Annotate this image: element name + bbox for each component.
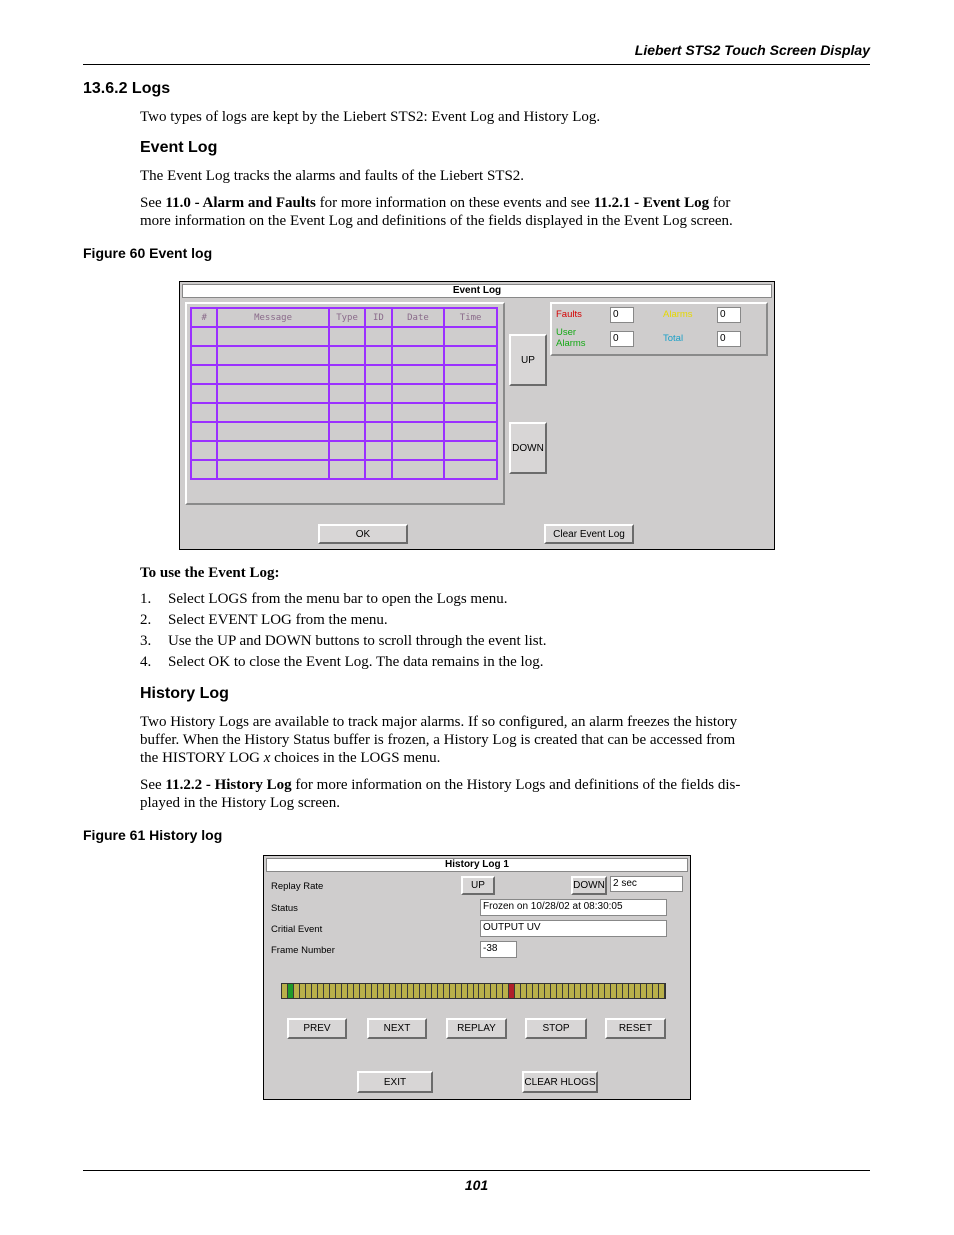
replay-rate-field[interactable]: 2 sec	[610, 876, 683, 892]
col-id: ID	[365, 308, 391, 327]
frame-number-label: Frame Number	[271, 945, 335, 956]
up-button[interactable]: UP	[509, 334, 547, 386]
table-row[interactable]	[191, 384, 497, 403]
step-1-text: Select LOGS from the menu bar to open the Logs menu.	[168, 591, 508, 607]
table-row[interactable]	[191, 346, 497, 365]
replay-rate-label: Replay Rate	[271, 881, 324, 892]
history-log-heading: History Log	[140, 685, 229, 702]
col-message: Message	[217, 308, 328, 327]
section-intro: Two types of logs are kept by the Liebert STS2: Event Log and History Log.	[140, 109, 601, 125]
next-button[interactable]: NEXT	[367, 1018, 427, 1039]
event-log-heading: Event Log	[140, 139, 218, 156]
rate-up-button[interactable]: UP	[461, 876, 495, 895]
user-alarms-label: User Alarms	[556, 327, 586, 349]
step-3-number: 3.	[140, 633, 152, 649]
col-type: Type	[329, 308, 365, 327]
reset-button[interactable]: RESET	[605, 1018, 666, 1039]
critical-event-label: Critial Event	[271, 924, 323, 935]
table-row[interactable]	[191, 460, 497, 479]
alarms-label: Alarms	[663, 309, 693, 320]
col-date: Date	[392, 308, 445, 327]
figure-60-caption: Figure 60 Event log	[83, 245, 213, 261]
event-log-para2: See 11.0 - Alarm and Faults for more information on these events and see 11.2.1 - Event Log for more information on the Event Log and definitions of the fields displayed in the Event Log screen.	[140, 195, 733, 229]
event-log-screen	[179, 281, 775, 550]
total-label: Total	[663, 333, 684, 344]
table-row[interactable]	[191, 403, 497, 422]
ok-button[interactable]: OK	[318, 524, 408, 544]
event-log-titlebar: Event Log	[182, 284, 772, 298]
section-heading: 13.6.2 Logs	[83, 80, 171, 97]
figure-61-caption: Figure 61 History log	[83, 827, 223, 843]
page-footer	[83, 1170, 870, 1193]
prev-button[interactable]: PREV	[287, 1018, 347, 1039]
frame-number-field: -38	[480, 941, 517, 958]
clear-event-log-button[interactable]: Clear Event Log	[544, 524, 634, 544]
step-2-number: 2.	[140, 612, 152, 628]
status-label: Status	[271, 903, 298, 914]
stop-button[interactable]: STOP	[525, 1018, 587, 1039]
header-title: Liebert STS2 Touch Screen Display	[634, 42, 870, 58]
total-field[interactable]: 0	[717, 331, 741, 347]
faults-label: Faults	[556, 309, 582, 320]
step-1-number: 1.	[140, 591, 152, 607]
history-log-screen	[263, 855, 691, 1100]
history-log-para2: See 11.2.2 - History Log for more information on the History Logs and definitions of the fields dis- played in the History Log screen.	[140, 777, 741, 811]
table-row[interactable]	[191, 422, 497, 441]
alarms-field[interactable]: 0	[717, 307, 741, 323]
table-row[interactable]	[191, 441, 497, 460]
frame-progress-bar[interactable]	[281, 983, 666, 999]
critical-event-field: OUTPUT UV	[480, 920, 667, 937]
step-3-text: Use the UP and DOWN buttons to scroll through the event list.	[168, 633, 547, 649]
step-2-text: Select EVENT LOG from the menu.	[168, 612, 388, 628]
event-log-para1: The Event Log tracks the alarms and faults of the Liebert STS2.	[140, 168, 525, 184]
history-log-titlebar: History Log 1	[266, 858, 688, 872]
replay-button[interactable]: REPLAY	[446, 1018, 507, 1039]
frame-segment	[659, 984, 665, 998]
clear-hlogs-button[interactable]: CLEAR HLOGS	[522, 1071, 598, 1093]
history-log-para1: Two History Logs are available to track major alarms. If so configured, an alarm freezes the history buffer. When the History Status buffer is frozen, a History Log is created that can be accessed from the HISTORY LOG x choices in the LOGS menu.	[140, 714, 738, 766]
event-table	[190, 307, 498, 480]
table-row[interactable]	[191, 365, 497, 384]
col-number: #	[191, 308, 217, 327]
running-header	[83, 42, 870, 65]
down-button[interactable]: DOWN	[509, 422, 547, 474]
event-table-header	[191, 308, 497, 327]
table-row[interactable]	[191, 327, 497, 346]
step-4-text: Select OK to close the Event Log. The data remains in the log.	[168, 654, 544, 670]
exit-button[interactable]: EXIT	[357, 1071, 433, 1093]
to-use-heading: To use the Event Log:	[140, 565, 280, 581]
page-number: 101	[464, 1177, 489, 1193]
step-4-number: 4.	[140, 654, 152, 670]
status-field: Frozen on 10/28/02 at 08:30:05	[480, 899, 667, 916]
faults-field[interactable]: 0	[610, 307, 634, 323]
col-time: Time	[444, 308, 497, 327]
rate-down-button[interactable]: DOWN	[571, 876, 607, 895]
user-alarms-field[interactable]: 0	[610, 331, 634, 347]
